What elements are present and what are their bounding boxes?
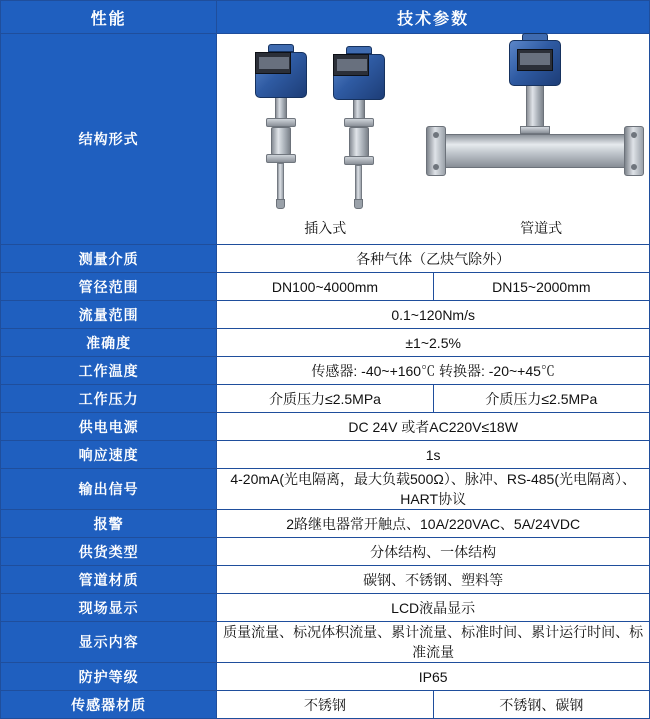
probe2-display-icon [333,54,369,76]
table-row [1,663,650,691]
insertion-type-caption: 插入式 [304,220,347,236]
row-label-structure: 结构形式 [1,34,217,245]
probe-tip-icon [276,199,285,209]
table-row [1,273,650,301]
row-value-right: 介质压力≤2.5MPa [433,385,649,413]
row-value: 碳钢、不锈钢、塑料等 [217,566,650,594]
probe2-lower-flange-icon [344,156,374,165]
pipe-bolt-icon [433,164,439,170]
table-row [1,622,650,663]
insertion-type-art [217,38,433,216]
pipe-bolt-icon [631,132,637,138]
pipe-lcd-icon [520,53,550,65]
row-value: 质量流量、标况体积流量、累计流量、标准时间、累计运行时间、标准流量 [217,622,650,663]
table-row [1,594,650,622]
pipe-meter-icon [416,40,650,190]
table-row [1,469,650,510]
row-label: 工作压力 [1,385,217,413]
row-value-left: 不锈钢 [217,691,433,719]
table-row [1,538,650,566]
row-value: 1s [217,441,650,469]
table-row [1,245,650,273]
row-label: 准确度 [1,329,217,357]
row-label: 供电电源 [1,413,217,441]
row-label: 供货类型 [1,538,217,566]
table-row [1,510,650,538]
row-label: 响应速度 [1,441,217,469]
row-label: 测量介质 [1,245,217,273]
table-row [1,357,650,385]
probe2-cap-icon [346,46,372,54]
row-label: 显示内容 [1,622,217,663]
row-value: IP65 [217,663,650,691]
row-label: 管道材质 [1,566,217,594]
header-cell-performance: 性能 [1,1,217,34]
row-label: 报警 [1,510,217,538]
row-value: ±1~2.5% [217,329,650,357]
row-value-left: DN100~4000mm [217,273,433,301]
row-label: 传感器材质 [1,691,217,719]
pipe-tube-icon [444,134,626,168]
probe-display-icon [255,52,291,74]
row-value: 各种气体（乙炔气除外） [217,245,650,273]
probe-lcd-icon [259,57,289,69]
row-value: 0.1~120Nm/s [217,301,650,329]
probe-flange-icon [266,118,296,127]
table-row-structure [1,34,650,245]
probe2-flange-icon [344,118,374,127]
table-row [1,441,650,469]
probe-right-icon [321,42,431,210]
row-value: 传感器: -40~+160℃ 转换器: -20~+45℃ [217,357,650,385]
probe2-lcd-icon [337,59,367,71]
pipe-bolt-icon [433,132,439,138]
row-label: 现场显示 [1,594,217,622]
pipe-type-art [433,38,649,216]
spec-table-body [1,1,650,719]
row-value-left: 介质压力≤2.5MPa [217,385,433,413]
row-value-right: DN15~2000mm [433,273,649,301]
row-value: 2路继电器常开触点、10A/220VAC、5A/24VDC [217,510,650,538]
structure-illustration-cell [217,34,650,245]
row-label: 工作温度 [1,357,217,385]
structure-insertion-type [217,34,433,244]
probe-body-icon [271,127,291,155]
table-row [1,413,650,441]
structure-pipe-type [433,34,649,244]
header-cell-technical-parameters: 技术参数 [217,1,650,34]
row-value: 分体结构、一体结构 [217,538,650,566]
table-row [1,329,650,357]
pipe-collar-icon [520,126,550,134]
row-value: DC 24V 或者AC220V≤18W [217,413,650,441]
probe-lower-flange-icon [266,154,296,163]
probe2-neck-icon [353,100,365,120]
row-value: LCD液晶显示 [217,594,650,622]
table-row [1,691,650,719]
table-row [1,566,650,594]
probe-cap-icon [268,44,294,52]
row-label: 管径范围 [1,273,217,301]
table-row [1,301,650,329]
row-label: 流量范围 [1,301,217,329]
pipe-type-caption: 管道式 [520,220,563,236]
probe2-rod-icon [355,165,362,201]
table-header-row [1,1,650,34]
probe2-body-icon [349,127,369,157]
row-label: 输出信号 [1,469,217,510]
probe2-tip-icon [354,199,363,209]
row-value-right: 不锈钢、碳钢 [433,691,649,719]
row-label: 防护等级 [1,663,217,691]
probe-neck-icon [275,98,287,120]
probe-rod-icon [277,163,284,201]
table-row [1,385,650,413]
pipe-bolt-icon [631,164,637,170]
row-value: 4-20mA(光电隔离，最大负载500Ω）、脉冲、RS-485(光电隔离）、HART协议 [217,469,650,510]
structure-illustration-wrap [217,34,649,244]
